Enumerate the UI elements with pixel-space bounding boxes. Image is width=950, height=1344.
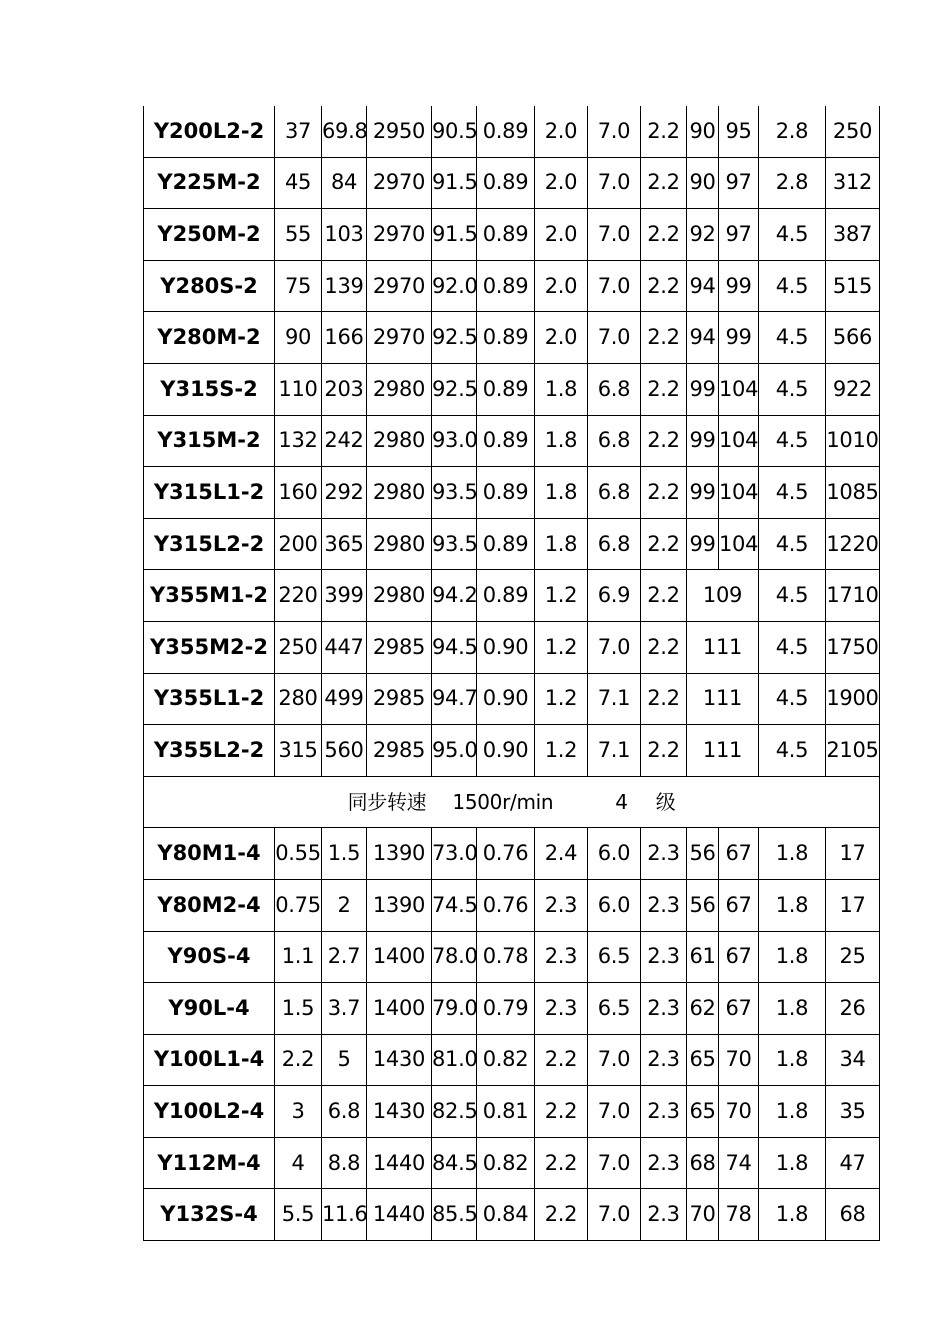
value-cell: 2985 [367,673,432,725]
value-cell: 99 [687,518,719,570]
value-cell: 1710 [826,570,880,622]
value-cell: 2.3 [535,879,588,931]
value-cell: 1.1 [275,931,322,983]
value-cell: 0.89 [477,467,535,519]
value-cell: 2.3 [641,828,687,880]
value-cell: 6.8 [588,415,641,467]
value-cell: 2.2 [641,209,687,261]
value-cell: 2.2 [641,157,687,209]
value-cell: 1010 [826,415,880,467]
value-cell: 1.8 [759,931,826,983]
value-cell: 4.5 [759,725,826,777]
value-cell: 67 [719,828,759,880]
value-cell: 922 [826,363,880,415]
value-cell: 81.0 [432,1034,477,1086]
value-cell: 2.2 [641,673,687,725]
value-cell: 99 [687,363,719,415]
value-cell: 1085 [826,467,880,519]
value-cell: 1.5 [275,983,322,1035]
model-cell: Y315L1-2 [144,467,275,519]
value-cell: 292 [322,467,367,519]
value-cell: 111 [687,621,759,673]
value-cell: 79.0 [432,983,477,1035]
value-cell: 70 [687,1189,719,1241]
value-cell: 109 [687,570,759,622]
value-cell: 1.2 [535,570,588,622]
value-cell: 35 [826,1086,880,1138]
value-cell: 1.8 [759,1034,826,1086]
value-cell: 2980 [367,570,432,622]
value-cell: 7.0 [588,312,641,364]
table-row [144,209,880,261]
value-cell: 0.89 [477,209,535,261]
value-cell: 280 [275,673,322,725]
table-row [144,312,880,364]
value-cell: 1.8 [759,1189,826,1241]
value-cell: 104 [719,363,759,415]
table-row [144,570,880,622]
value-cell: 68 [687,1137,719,1189]
value-cell: 4 [275,1137,322,1189]
model-cell: Y315S-2 [144,363,275,415]
table-row [144,415,880,467]
value-cell: 90 [275,312,322,364]
table-row [144,725,880,777]
value-cell: 2.2 [641,518,687,570]
value-cell: 37 [275,106,322,157]
value-cell: 7.0 [588,106,641,157]
value-cell: 1390 [367,828,432,880]
value-cell: 99 [719,312,759,364]
value-cell: 17 [826,828,880,880]
value-cell: 67 [719,983,759,1035]
value-cell: 93.5 [432,467,477,519]
value-cell: 0.89 [477,363,535,415]
value-cell: 56 [687,828,719,880]
value-cell: 104 [719,518,759,570]
value-cell: 2.0 [535,312,588,364]
section-header-part: 1500r/min [452,790,554,815]
value-cell: 1.8 [759,1137,826,1189]
value-cell: 1390 [367,879,432,931]
model-cell: Y80M1-4 [144,828,275,880]
value-cell: 2.2 [275,1034,322,1086]
value-cell: 73.0 [432,828,477,880]
value-cell: 95.0 [432,725,477,777]
value-cell: 67 [719,879,759,931]
value-cell: 7.0 [588,1189,641,1241]
model-cell: Y355M2-2 [144,621,275,673]
value-cell: 75 [275,260,322,312]
value-cell: 111 [687,673,759,725]
value-cell: 4.5 [759,467,826,519]
value-cell: 0.89 [477,570,535,622]
value-cell: 104 [719,467,759,519]
table-row [144,879,880,931]
value-cell: 1900 [826,673,880,725]
value-cell: 2.2 [641,621,687,673]
value-cell: 1.8 [535,363,588,415]
value-cell: 2.3 [641,1034,687,1086]
value-cell: 2.2 [641,725,687,777]
value-cell: 110 [275,363,322,415]
value-cell: 2.2 [641,312,687,364]
value-cell: 2105 [826,725,880,777]
value-cell: 1.8 [759,983,826,1035]
value-cell: 1.8 [535,415,588,467]
value-cell: 92.5 [432,312,477,364]
value-cell: 6.8 [588,363,641,415]
value-cell: 2970 [367,157,432,209]
value-cell: 78 [719,1189,759,1241]
value-cell: 4.5 [759,312,826,364]
table-row [144,828,880,880]
value-cell: 0.89 [477,312,535,364]
section-header-part: 4 [615,790,628,815]
value-cell: 1.8 [759,828,826,880]
section-header-cell [144,776,880,828]
value-cell: 2 [322,879,367,931]
value-cell: 92 [687,209,719,261]
section-header-part: 同步转速 [347,790,427,815]
value-cell: 315 [275,725,322,777]
value-cell: 6.5 [588,931,641,983]
value-cell: 566 [826,312,880,364]
value-cell: 0.89 [477,157,535,209]
value-cell: 104 [719,415,759,467]
value-cell: 7.0 [588,260,641,312]
value-cell: 55 [275,209,322,261]
value-cell: 4.5 [759,363,826,415]
model-cell: Y280S-2 [144,260,275,312]
value-cell: 90 [687,157,719,209]
value-cell: 1430 [367,1034,432,1086]
value-cell: 2.3 [641,1086,687,1138]
value-cell: 515 [826,260,880,312]
value-cell: 0.82 [477,1137,535,1189]
value-cell: 7.1 [588,725,641,777]
value-cell: 220 [275,570,322,622]
value-cell: 2.0 [535,106,588,157]
value-cell: 92.5 [432,363,477,415]
value-cell: 2.2 [535,1189,588,1241]
value-cell: 0.76 [477,879,535,931]
value-cell: 2985 [367,621,432,673]
value-cell: 0.78 [477,931,535,983]
value-cell: 97 [719,209,759,261]
value-cell: 2.3 [641,931,687,983]
table-row [144,157,880,209]
model-cell: Y100L2-4 [144,1086,275,1138]
value-cell: 1.8 [535,518,588,570]
value-cell: 560 [322,725,367,777]
value-cell: 0.84 [477,1189,535,1241]
table-row [144,1034,880,1086]
value-cell: 399 [322,570,367,622]
value-cell: 2.3 [641,879,687,931]
value-cell: 2980 [367,415,432,467]
value-cell: 2.0 [535,260,588,312]
value-cell: 7.0 [588,621,641,673]
value-cell: 70 [719,1034,759,1086]
value-cell: 2970 [367,260,432,312]
value-cell: 0.89 [477,415,535,467]
value-cell: 2.0 [535,209,588,261]
value-cell: 4.5 [759,673,826,725]
value-cell: 2.2 [641,260,687,312]
value-cell: 2.3 [535,983,588,1035]
value-cell: 94 [687,312,719,364]
table-row [144,1086,880,1138]
value-cell: 2.2 [641,363,687,415]
value-cell: 7.0 [588,157,641,209]
value-cell: 97 [719,157,759,209]
value-cell: 6.8 [322,1086,367,1138]
value-cell: 99 [719,260,759,312]
value-cell: 5 [322,1034,367,1086]
value-cell: 2970 [367,312,432,364]
value-cell: 0.90 [477,621,535,673]
table-row [144,106,880,157]
value-cell: 2970 [367,209,432,261]
value-cell: 1440 [367,1189,432,1241]
value-cell: 1750 [826,621,880,673]
value-cell: 2985 [367,725,432,777]
value-cell: 1.8 [759,1086,826,1138]
value-cell: 6.0 [588,828,641,880]
model-cell: Y355L1-2 [144,673,275,725]
value-cell: 7.0 [588,1137,641,1189]
value-cell: 499 [322,673,367,725]
value-cell: 90.5 [432,106,477,157]
model-cell: Y250M-2 [144,209,275,261]
value-cell: 6.8 [588,467,641,519]
value-cell: 8.8 [322,1137,367,1189]
value-cell: 6.8 [588,518,641,570]
value-cell: 0.90 [477,673,535,725]
value-cell: 1430 [367,1086,432,1138]
value-cell: 0.90 [477,725,535,777]
value-cell: 2.4 [535,828,588,880]
value-cell: 93.5 [432,518,477,570]
value-cell: 0.89 [477,106,535,157]
value-cell: 250 [826,106,880,157]
value-cell: 2950 [367,106,432,157]
value-cell: 45 [275,157,322,209]
value-cell: 103 [322,209,367,261]
value-cell: 200 [275,518,322,570]
table-row [144,518,880,570]
model-cell: Y200L2-2 [144,106,275,157]
value-cell: 250 [275,621,322,673]
value-cell: 6.5 [588,983,641,1035]
value-cell: 68 [826,1189,880,1241]
model-cell: Y100L1-4 [144,1034,275,1086]
value-cell: 62 [687,983,719,1035]
value-cell: 7.0 [588,1034,641,1086]
value-cell: 2980 [367,518,432,570]
value-cell: 0.75 [275,879,322,931]
value-cell: 99 [687,415,719,467]
value-cell: 26 [826,983,880,1035]
value-cell: 84 [322,157,367,209]
value-cell: 2.3 [641,983,687,1035]
value-cell: 387 [826,209,880,261]
value-cell: 1440 [367,1137,432,1189]
value-cell: 0.89 [477,518,535,570]
value-cell: 4.5 [759,209,826,261]
model-cell: Y90S-4 [144,931,275,983]
value-cell: 203 [322,363,367,415]
value-cell: 2.2 [641,570,687,622]
value-cell: 95 [719,106,759,157]
value-cell: 1.8 [759,879,826,931]
value-cell: 2980 [367,467,432,519]
value-cell: 2.7 [322,931,367,983]
value-cell: 85.5 [432,1189,477,1241]
section-header-part: 级 [655,790,676,815]
value-cell: 139 [322,260,367,312]
value-cell: 1.2 [535,725,588,777]
value-cell: 2.3 [641,1137,687,1189]
value-cell: 94.5 [432,621,477,673]
section-header-row [144,776,880,828]
table-row [144,621,880,673]
value-cell: 0.89 [477,260,535,312]
value-cell: 7.1 [588,673,641,725]
value-cell: 0.82 [477,1034,535,1086]
value-cell: 94.2 [432,570,477,622]
table-row [144,983,880,1035]
model-cell: Y225M-2 [144,157,275,209]
value-cell: 365 [322,518,367,570]
value-cell: 242 [322,415,367,467]
value-cell: 34 [826,1034,880,1086]
value-cell: 61 [687,931,719,983]
model-cell: Y355M1-2 [144,570,275,622]
value-cell: 4.5 [759,260,826,312]
motor-spec-table [143,106,880,1241]
value-cell: 82.5 [432,1086,477,1138]
value-cell: 0.81 [477,1086,535,1138]
value-cell: 1.5 [322,828,367,880]
value-cell: 0.76 [477,828,535,880]
value-cell: 6.9 [588,570,641,622]
value-cell: 4.5 [759,570,826,622]
value-cell: 74.5 [432,879,477,931]
value-cell: 1220 [826,518,880,570]
value-cell: 56 [687,879,719,931]
value-cell: 0.55 [275,828,322,880]
value-cell: 0.79 [477,983,535,1035]
value-cell: 67 [719,931,759,983]
value-cell: 447 [322,621,367,673]
value-cell: 4.5 [759,415,826,467]
value-cell: 4.5 [759,518,826,570]
value-cell: 74 [719,1137,759,1189]
model-cell: Y315L2-2 [144,518,275,570]
value-cell: 2.2 [641,467,687,519]
value-cell: 3.7 [322,983,367,1035]
table-row [144,931,880,983]
table-row [144,1137,880,1189]
value-cell: 2.2 [535,1137,588,1189]
value-cell: 90 [687,106,719,157]
value-cell: 1.2 [535,621,588,673]
model-cell: Y132S-4 [144,1189,275,1241]
value-cell: 70 [719,1086,759,1138]
value-cell: 166 [322,312,367,364]
value-cell: 1.2 [535,673,588,725]
value-cell: 92.0 [432,260,477,312]
model-cell: Y80M2-4 [144,879,275,931]
value-cell: 160 [275,467,322,519]
value-cell: 4.5 [759,621,826,673]
model-cell: Y355L2-2 [144,725,275,777]
value-cell: 91.5 [432,157,477,209]
value-cell: 2.3 [535,931,588,983]
model-cell: Y280M-2 [144,312,275,364]
value-cell: 7.0 [588,1086,641,1138]
model-cell: Y90L-4 [144,983,275,1035]
value-cell: 6.0 [588,879,641,931]
value-cell: 78.0 [432,931,477,983]
value-cell: 47 [826,1137,880,1189]
value-cell: 93.0 [432,415,477,467]
value-cell: 111 [687,725,759,777]
table-row [144,260,880,312]
value-cell: 94 [687,260,719,312]
value-cell: 2.0 [535,157,588,209]
value-cell: 91.5 [432,209,477,261]
value-cell: 2.3 [641,1189,687,1241]
value-cell: 99 [687,467,719,519]
value-cell: 2.2 [641,415,687,467]
table-row [144,1189,880,1241]
value-cell: 3 [275,1086,322,1138]
table-row [144,467,880,519]
value-cell: 2.8 [759,106,826,157]
value-cell: 25 [826,931,880,983]
value-cell: 17 [826,879,880,931]
value-cell: 2.8 [759,157,826,209]
value-cell: 11.6 [322,1189,367,1241]
table-row [144,673,880,725]
value-cell: 2.2 [641,106,687,157]
table-row [144,363,880,415]
value-cell: 2.2 [535,1034,588,1086]
value-cell: 5.5 [275,1189,322,1241]
value-cell: 1400 [367,983,432,1035]
model-cell: Y112M-4 [144,1137,275,1189]
model-cell: Y315M-2 [144,415,275,467]
value-cell: 65 [687,1034,719,1086]
value-cell: 132 [275,415,322,467]
value-cell: 94.7 [432,673,477,725]
value-cell: 84.5 [432,1137,477,1189]
value-cell: 2.2 [535,1086,588,1138]
value-cell: 7.0 [588,209,641,261]
value-cell: 65 [687,1086,719,1138]
value-cell: 2980 [367,363,432,415]
value-cell: 1400 [367,931,432,983]
value-cell: 1.8 [535,467,588,519]
value-cell: 69.8 [322,106,367,157]
value-cell: 312 [826,157,880,209]
